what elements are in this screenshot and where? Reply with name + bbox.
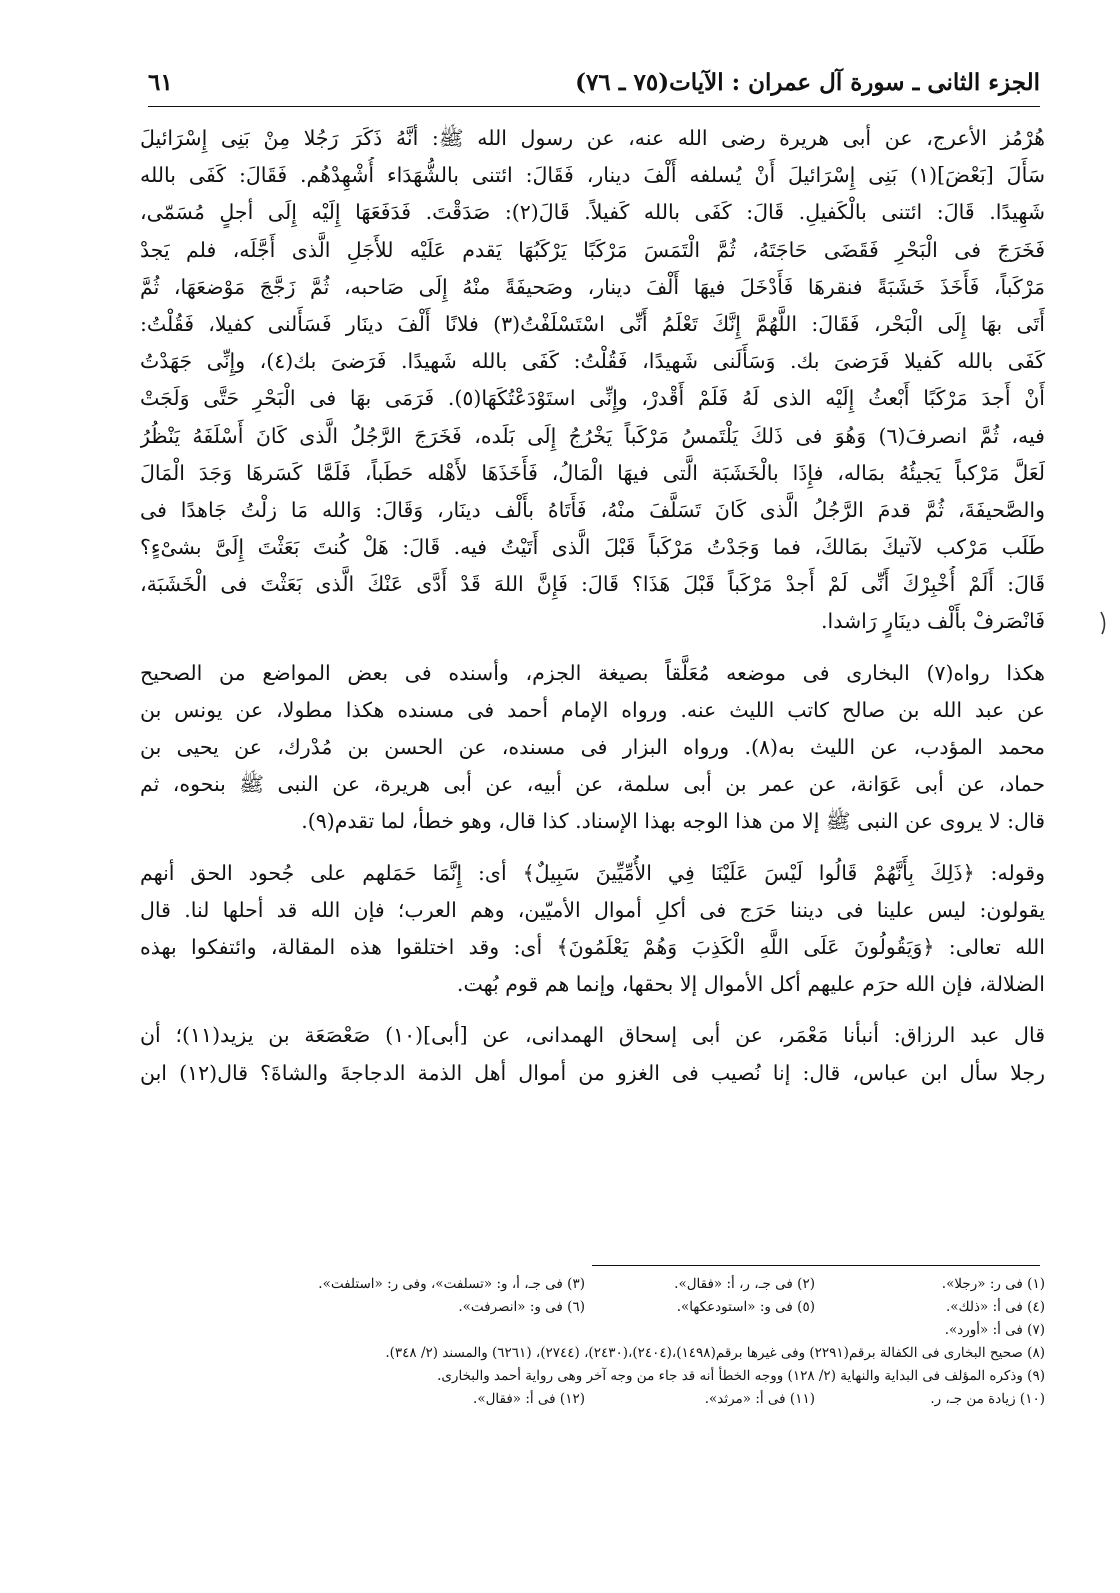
paragraph-gap [140, 1003, 1045, 1017]
paragraph-hadith-story [140, 120, 1045, 641]
text-line: عن عبد الله بن صالح كاتب الليث عنه. ورواه الإمام أحمد فى مسنده هكذا مطولا، عن يونس بن [140, 697, 1045, 722]
paragraph-isnad [140, 655, 1045, 841]
page-number: ٦١ [148, 68, 173, 96]
scan-mark-icon [1098, 610, 1108, 636]
text-line: يقولون: ليس علينا فى ديننا حَرَج فى أكلِ أموال الأميّين، وهم العرب؛ فإن الله قد أحلها لنا. قال [140, 897, 1045, 922]
footnote: (٩) وذكره المؤلف فى البداية والنهاية (٢/ ١٢٨) ووجه الخطأ أنه قد جاء من وجه آخر وهى رواية أحمد والبخارى. [437, 1368, 1045, 1384]
paragraph-abd-al-razzaq [140, 1017, 1045, 1091]
text-line: هكذا رواه(٧) البخارى فى موضعه مُعَلَّقاً بصيغة الجزم، وأسنده فى بعض المواضع من الصحيح [140, 660, 1045, 685]
text-line: رجلا سأل ابن عباس، قال: إنا نُصيب فى الغزو من أموال أهل الذمة الدجاجةَ والشاةَ؟ قال(١٢) ابن [140, 1060, 1045, 1085]
paragraph-verse-commentary [140, 855, 1045, 1004]
footnote-row [140, 1296, 1045, 1319]
paragraph-gap [140, 841, 1045, 855]
text-line: وقوله: ﴿ذَلِكَ بِأَنَّهُمْ قَالُوا لَيْسَ عَلَيْنَا فِي الأُمِّيِّينَ سَبِيلٌ﴾ أى: إِنَّمَا حَمَلهم على جُحود الحق أنهم [140, 860, 1045, 885]
footnote-row [140, 1388, 1045, 1411]
main-text [140, 120, 1045, 1092]
paragraph-gap [140, 641, 1045, 655]
text-line: هُرْمُز الأعرج، عن أبى هريرة رضى الله عنه، عن رسول الله ﷺ: أنَّهُ ذَكَرَ رَجُلا مِنْ بَنِى إِسْرَائيلَ [140, 126, 1045, 150]
text-line: قَالَ: أَلَمْ أُخْبِرْكَ أَنِّى لَمْ أَجدْ مَرْكَباً قَبْلَ هَذَا؟ قَالَ: فَإِنَّ اللهَ قَدْ أَدَّى عَنْكَ الَّذى بَعَثْتَ فى الْخَشَبَة، [140, 572, 1045, 597]
text-line: فَخَرَجَ فى الْبَحْرِ فَقَضَى حَاجَتَهُ، ثُمَّ الْتَمَسَ مَرْكَبًا يَرْكَبُهَا يَقدم عَلَيْه للأَجَلِ الَّذى أَجَّلَه، فلم يَجدْ [140, 237, 1045, 262]
footnote: (٧) فى أ: «أورد». [944, 1322, 1045, 1338]
running-title: الجزء الثانى ـ سورة آل عمران : الآيات(٧٥ ـ ٧٦) [575, 68, 1040, 96]
text-line: كَفَى بالله كَفيلا فَرَضىَ بك. وَسَأَلَنى شَهيدًا، فَقُلْتُ: كَفَى بالله شَهيدًا. فَرَضىَ بك(٤)، وإِنِّى جَهَدْتُ [140, 349, 1045, 374]
text-line: شَهِيدًا. قَالَ: ائتنى بالْكَفيلِ. قَالَ: كَفَى بالله كَفيلاً. قَالَ(٢): صَدَقْتَ. فَدَفَعَهَا إِلَيْه إِلَى أجلٍ مُسَمّى، [140, 200, 1045, 225]
text-line: مَرْكَباً، فَأَخَذَ خَشَبَةً فنقرهَا فَأَدْخَلَ فيهَا أَلْفَ دينار، وصَحيفَةً منْهُ إِلَى صَاحبه، ثُمَّ زَجَّجَ مَوْضعَهَا، ثُمَّ [140, 274, 1045, 299]
text-line: أَنْ أَجدَ مَرْكَبًا أَبْعثُ إِلَيْه الذى لَهُ فَلَمْ أَقْدرْ، وإِنِّى استَوْدَعْتُكَهَا(٥). فَرَمَى بهَا فى الْبَحْرِ حَتَّى وَلَجَتْ [140, 386, 1045, 411]
footnote: (٢) فى جـ، ر، أ: «فقال». [674, 1276, 815, 1292]
text-line: محمد المؤدب، عن الليث به(٨). ورواه البزار فى مسنده، عن الحسن بن مُدْرك، عن يحيى بن [140, 735, 1045, 759]
header-divider [148, 106, 1040, 107]
footnote-divider [592, 1265, 1040, 1266]
footnote: (٨) صحيح البخارى فى الكفالة برقم(٢٢٩١) وفى غيرها برقم(١٤٩٨)،(٢٤٠٤)،(٢٤٣٠)، (٢٧٤٤)، (٦٢٦١) والمسند (٢/ ٣٤٨). [385, 1345, 1045, 1361]
running-header [148, 62, 1040, 102]
text-line: سَأَلَ [بَعْضَ](١) بَنِى إِسْرَائيلَ أَنْ يُسلفه أَلْفَ دينار، فَقَالَ: ائتنى بالشُّهَدَاء أُشْهِدْهُم. فَقَالَ: كَفَى بالله [140, 163, 1045, 188]
text-line: أَتَى بهَا إِلَى الْبَحْر، فَقَالَ: اللَّهُمَّ إِنَّكَ تَعْلَمُ أَنِّى اسْتَسْلَفْتُ(٣) فلانًا أَلْفَ دينَار فَسَأَلنى كفيلا، فَقُلْتُ: [140, 311, 1045, 336]
footnote-row [140, 1273, 1045, 1296]
footnote: (٣) فى جـ، أ، و: «تسلفت»، وفى ر: «استلفت». [318, 1276, 585, 1292]
text-line: فيه، ثُمَّ انصرفَ(٦) وَهُوَ فى ذَلكَ يَلْتَمسُ مَرْكَباً يَخْرُجُ إِلَى بَلَده، فَخَرَجَ الرَّجُلُ الَّذى كَانَ أَسْلَفَهُ يَنْظُرُ [140, 423, 1045, 448]
text-line: قال عبد الرزاق: أنبأنا مَعْمَر، عن أبى إسحاق الهمدانى، عن [أبى](١٠) صَعْصَعَة بن يزيد(١١)؛ أن [140, 1023, 1045, 1048]
footnote-row [140, 1342, 1045, 1365]
text-line: الضلالة، فإن الله حرَم عليهم أكل الأموال إلا بحقها، وإنما هم قوم بُهت. [456, 972, 1045, 997]
footnote: (١١) فى أ: «مرثد». [704, 1391, 815, 1407]
footnote: (٤) فى أ: «ذلك». [945, 1299, 1045, 1315]
footnote: (٥) فى و: «استودعكها». [676, 1299, 815, 1315]
footnote-row [140, 1365, 1045, 1388]
text-line: قال: لا يروى عن النبى ﷺ إلا من هذا الوجه بهذا الإسناد. كذا قال، وهو خطأ، لما تقدم(٩). [301, 809, 1045, 834]
text-line: لَعَلَّ مَرْكباً يَجيئُهُ بمَاله، فإِذَا بالْخَشَبَة الَّتى فيهَا الْمَالُ، فَأَخَذَهَا لأَهْله حَطَباً، فَلَمَّا كَسَرهَا وَجَدَ الْمَالَ [140, 460, 1045, 485]
footnote: (١) فى ر: «رجلا». [941, 1276, 1045, 1292]
footnotes [140, 1273, 1045, 1411]
footnote: (١٢) فى أ: «فقال». [473, 1391, 585, 1407]
text-line: الله تعالى: ﴿وَيَقُولُونَ عَلَى اللَّهِ الْكَذِبَ وَهُمْ يَعْلَمُونَ﴾ أى: وقد اختلقوا هذه المقالة، وائتفكوا بهذه [140, 934, 1045, 959]
footnote-row [140, 1319, 1045, 1342]
text-line: حماد، عن أبى عَوَانة، عن عمر بن أبى سلمة، عن أبيه، عن أبى هريرة، عن النبى ﷺ بنحوه، ثم [140, 772, 1045, 797]
text-line: فَانْصَرفْ بأَلْف دينَارٍ رَاشدا. [821, 609, 1045, 634]
footnote: (١٠) زيادة من جـ، ر. [930, 1391, 1045, 1407]
text-line: طَلَب مَرْكب لآتيكَ بمَالكَ، فما وَجَدْتُ مَرْكَباً قَبْلَ الَّذى أَتَيْتُ فيه. قَالَ: هَلْ كُنتَ بَعَثْتَ إِلَىَّ بشىْءٍ؟ [140, 535, 1045, 560]
text-line: والصَّحيفَةَ، ثُمَّ قدمَ الرَّجُلُ الَّذى كَانَ تَسَلَّفَ منْهُ، فَأَتَاهُ بأَلْف دينَار، وَقَالَ: وَالله مَا زلْتُ جَاهدًا فى [140, 497, 1045, 522]
footnote: (٦) فى و: «انصرفت». [458, 1299, 585, 1315]
